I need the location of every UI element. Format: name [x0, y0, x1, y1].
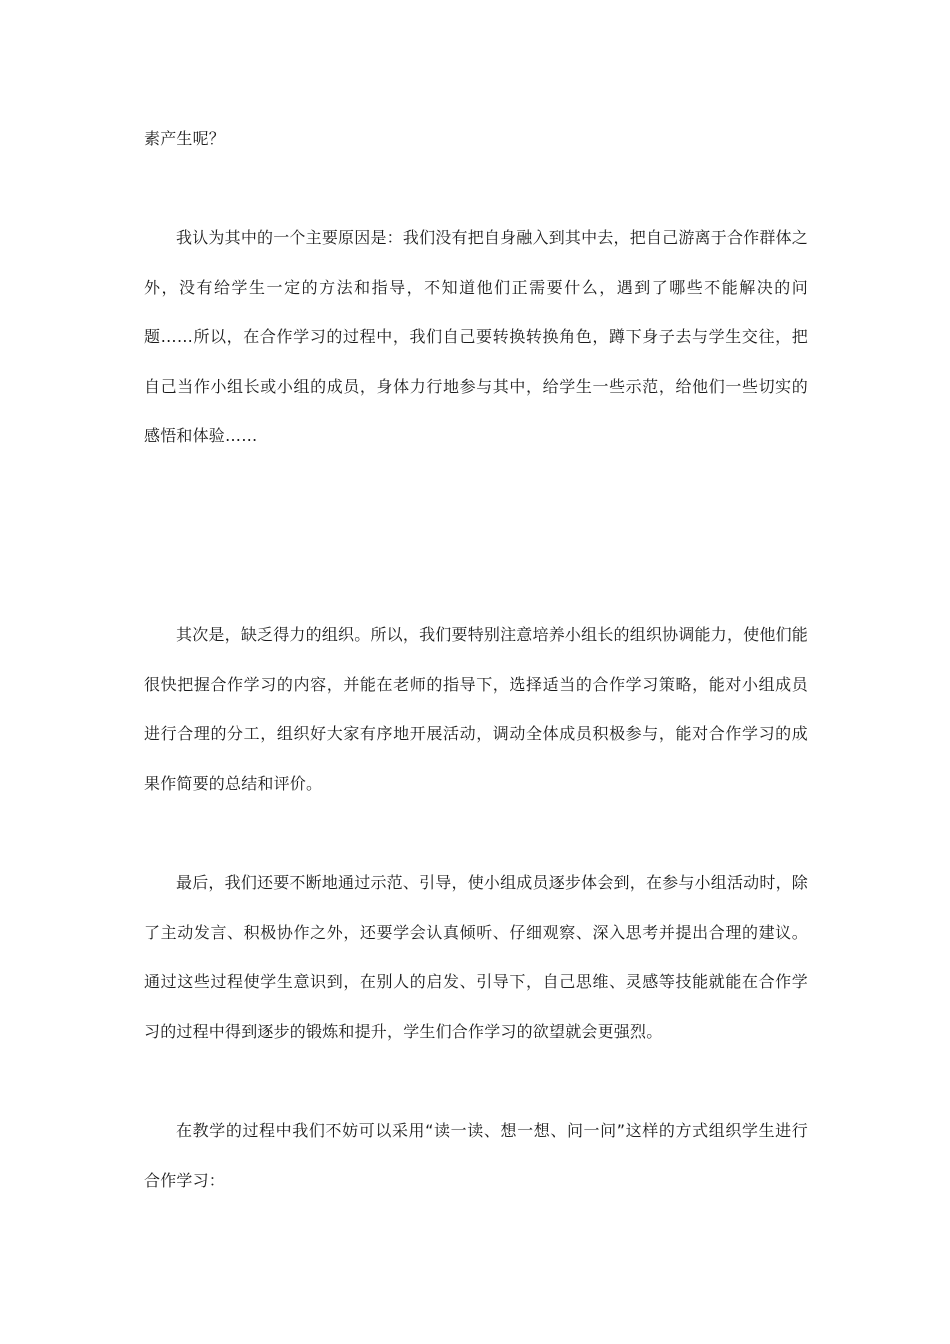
paragraph-main-reason: 我认为其中的一个主要原因是：我们没有把自身融入到其中去，把自己游离于合作群体之外，没有给学生一定的方法和指导，不知道他们正需要什么，遇到了哪些不能解决的问题……所以，在合作学习的过程中，我们自己要转换转换角色，蹲下身子去与学生交往，把自己当作小组长或小组的成员，身体力行地参与其中，给学生一些示范，给他们一些切实的感悟和体验…… — [144, 228, 808, 445]
paragraph-guidance: 最后，我们还要不断地通过示范、引导，使小组成员逐步体会到，在参与小组活动时，除了主动发言、积极协作之外，还要学会认真倾听、仔细观察、深入思考并提出合理的建议。通过这些过程使学生意识到，在别人的启发、引导下，自己思维、灵感等技能就能在合作学习的过程中得到逐步的锻炼和提升，学生们合作学习的欲望就会更强烈。 — [144, 873, 808, 1041]
paragraph-method: 在教学的过程中我们不妨可以采用“读一读、想一想、问一问”这样的方式组织学生进行合作学习： — [144, 1121, 808, 1190]
paragraph-organization: 其次是，缺乏得力的组织。所以，我们要特别注意培养小组长的组织协调能力，使他们能很快把握合作学习的内容，并能在老师的指导下，选择适当的合作学习策略，能对小组成员进行合理的分工，组织好大家有序地开展活动，调动全体成员积极参与，能对合作学习的成果作简要的总结和评价。 — [144, 625, 808, 793]
paragraph-continuation: 素产生呢？ — [144, 129, 226, 148]
